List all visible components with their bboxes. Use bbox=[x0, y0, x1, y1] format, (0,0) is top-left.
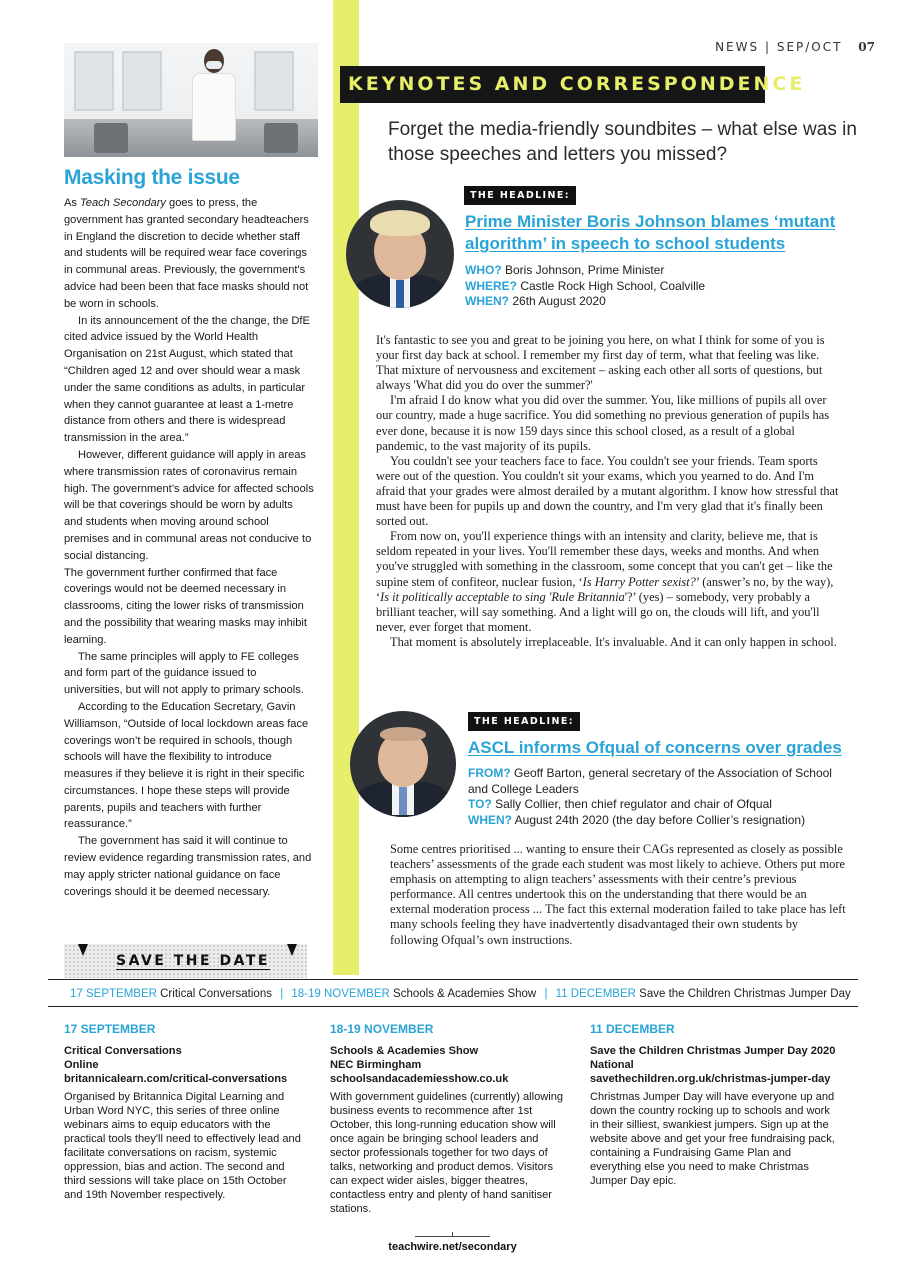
event-critical-conversations bbox=[64, 1022, 304, 1202]
event-schools-academies-show bbox=[330, 1022, 568, 1216]
section-intro: Forget the media-friendly soundbites – what else was in those speeches and letters you missed? bbox=[388, 119, 857, 165]
triangle-marker-icon bbox=[287, 944, 297, 956]
boris-johnson-portrait bbox=[346, 200, 454, 308]
photo-chair bbox=[264, 123, 298, 153]
story2-from: FROM? Geoff Barton, general secretary of the Association of School and College Leaders bbox=[468, 766, 832, 796]
photo-window bbox=[122, 51, 162, 111]
story1-where: WHERE? Castle Rock High School, Coalville bbox=[465, 278, 706, 293]
photo-chair bbox=[94, 123, 128, 153]
speech-paragraph: It's fantastic to see you and great to be joining you here, on what I think for some of you is your first day back at school. I remember my first day of term, what that feeling was like. That mixture of nervousness and excitement – asking each other all sorts of questions, but always 'What did you do over the summer?' bbox=[376, 333, 825, 393]
left-paragraph: The same principles will apply to FE colleges and form part of the guidance issued to universities, but will not apply to primary schools. bbox=[64, 650, 304, 697]
header-section: NEWS bbox=[715, 40, 760, 54]
speech-paragraph: You couldn't see your teachers face to face. You couldn't see your friends. Team sports were out of the question. You couldn't sit your exams, which you yearned to do. And I'm afraid that your grades were almost derailed by a mutant algorithm. I know how stressful that must have been for pupils up and down the country, and I'm very glad that it's finally been sorted out. bbox=[376, 453, 839, 529]
strip-separator: | bbox=[544, 988, 548, 1000]
strip-event: Schools & Academies Show bbox=[393, 988, 537, 1000]
strip-separator: | bbox=[280, 988, 284, 1000]
event-christmas-jumper-day bbox=[590, 1022, 840, 1188]
left-paragraph: However, different guidance will apply in areas where transmission rates of coronavirus remain high. The government’s advice for affected schools will be that coverings should be worn by adults and students when moving around school premises and in communal areas not conducive to social distancing. bbox=[64, 448, 314, 562]
event-description: With government guidelines (currently) allowing business events to recommence after 1st October, this long-running education show will once again be bringing school leaders and sector professionals together for two days of talks, networking and product demos. Visitors can expect wider aisles, bigger theatres, contactless entry and plenty of hand sanitiser stations. bbox=[330, 1091, 564, 1215]
event-name: Schools & Academies Show bbox=[330, 1045, 479, 1057]
event-description: Organised by Britannica Digital Learning and Urban Word NYC, this series of three online webinars aims to equip educators with the practical tools they'll need to effectively lead and facilitate conversations on racism, systemic oppression, bias and action. The second and third sessions will take place on 15th October and 19th November respectively. bbox=[64, 1091, 301, 1201]
footer-tick bbox=[452, 1232, 453, 1237]
left-paragraph: As Teach Secondary goes to press, the government has granted secondary headteachers in England the discretion to decide whether staff and students will be required wear face coverings in communal areas. Previously, the government's advice had been been that face masks should not be worn in schools. bbox=[64, 197, 309, 310]
page-number: 07 bbox=[858, 40, 875, 54]
event-name: Critical Conversations bbox=[64, 1045, 182, 1057]
story2-letter bbox=[390, 842, 848, 948]
header-issue: SEP/OCT bbox=[776, 40, 843, 54]
events-strip bbox=[70, 988, 851, 1000]
story1-meta bbox=[465, 263, 855, 310]
speech-paragraph: From now on, you'll experience things with an intensity and clarity, believe me, that is seldom repeated in your lives. You'll remember these days, weeks and months. And when you've struggled with something in the classroom, some concept that you can't get – like the supine stem of confiteor, nuclear fusion, ‘Is Harry Potter sexist?’ (answer’s no, by the way), ‘Is it politically acceptable to sing 'Rule Britannia'?’ (yes) – somebody, very probably a brilliant teacher, will say something. And a light will go on, the clouds will lift, and you'll never, ever forget that moment. bbox=[376, 529, 834, 634]
event-url[interactable]: britannicalearn.com/critical-conversations bbox=[64, 1073, 288, 1085]
save-the-date-banner bbox=[64, 944, 307, 978]
photo-masked-teacher bbox=[184, 49, 240, 145]
footer-url[interactable]: teachwire.net/secondary bbox=[388, 1241, 517, 1253]
left-paragraph: The government further confirmed that face coverings would not be deemed necessary in classrooms, citing the lower risks of transmission and the possibility that wearing masks may inhibit learning. bbox=[64, 566, 307, 646]
event-description: Christmas Jumper Day will have everyone up and down the country rocking up to schools and work in their silliest, swankiest jumpers. Sign up at the website above and get your free fundraising pack, containing a Fundraising Game Plan and everything else you need to make Christmas Jumper Day epic. bbox=[590, 1091, 835, 1187]
strip-event: Save the Children Christmas Jumper Day bbox=[639, 988, 851, 1000]
speech-paragraph: I'm afraid I do know what you did over the summer. You, like millions of pupils all over our country, made a huge sacrifice. You did something no previous generation of pupils has ever done, because it is now 159 days since this school closed, as a result of a global pandemic, to the vast majority of its pupils. bbox=[376, 393, 830, 453]
event-date: 17 SEPTEMBER bbox=[64, 1022, 156, 1036]
headline-tag: THE HEADLINE: bbox=[464, 186, 576, 205]
divider-top bbox=[48, 979, 858, 980]
strip-date: 11 DECEMBER bbox=[555, 988, 636, 1000]
photo-window bbox=[254, 51, 294, 111]
left-article-title: Masking the issue bbox=[64, 166, 240, 189]
story1-speech bbox=[376, 333, 844, 650]
headline-tag: THE HEADLINE: bbox=[468, 712, 580, 731]
left-paragraph: In its announcement of the the change, the DfE cited advice issued by the World Health Organisation on 21st August, which stated that “Children aged 12 and over should wear a mask under the same conditions as adults, in particular when they cannot guarantee at least a 1-metre distance from others and there is widespread transmission in the area.” bbox=[64, 314, 310, 445]
event-place: NEC Birmingham bbox=[330, 1059, 422, 1071]
geoff-barton-portrait bbox=[350, 711, 456, 817]
left-paragraph: According to the Education Secretary, Gavin Williamson, “Outside of local lockdown areas face coverings won’t be required in schools, though schools will have the flexibility to introduce measures if they believe it is right in their specific circumstances. I hope these steps will provide parents, pupils and teachers with further reassurance.” bbox=[64, 700, 309, 831]
story2-meta bbox=[468, 766, 848, 828]
story2-title[interactable]: ASCL informs Ofqual of concerns over grades bbox=[468, 738, 842, 757]
speech-paragraph: That moment is absolutely irreplaceable. It's invaluable. And it can only happen in school. bbox=[390, 634, 837, 649]
event-place: Online bbox=[64, 1059, 99, 1071]
event-date: 18-19 NOVEMBER bbox=[330, 1022, 434, 1036]
left-paragraph: The government has said it will continue to review evidence regarding transmission rates, and may apply stricter national guidance on face coverings should it be deemed necessary. bbox=[64, 835, 312, 898]
section-banner: KEYNOTES AND CORRESPONDENCE bbox=[340, 66, 765, 103]
strip-date: 18-19 NOVEMBER bbox=[291, 988, 390, 1000]
event-date: 11 DECEMBER bbox=[590, 1022, 675, 1036]
letter-paragraph: Some centres prioritised ... wanting to ensure their CAGs represented as closely as possible teachers’ assessments of the grade each student was most likely to achieve. Others put more emphasis on attempting to align teachers’ assessments with their centre’s previous performance. All centres undertook this on the understanding that there would be an external moderation process ... The fact this external moderation failed to take place has left many schools feeling they have inadvertently disadvantaged their own students by following Ofqual’s own instructions. bbox=[390, 842, 846, 947]
event-name: Save the Children Christmas Jumper Day 2020 bbox=[590, 1045, 836, 1057]
event-url[interactable]: savethechildren.org.uk/christmas-jumper-day bbox=[590, 1073, 831, 1085]
yellow-accent-bar bbox=[333, 0, 359, 975]
event-url[interactable]: schoolsandacademiesshow.co.uk bbox=[330, 1073, 509, 1085]
divider-bottom bbox=[48, 1006, 858, 1007]
story2-to: TO? Sally Collier, then chief regulator and chair of Ofqual bbox=[468, 797, 772, 811]
story1-who: WHO? Boris Johnson, Prime Minister bbox=[465, 263, 665, 277]
strip-date: 17 SEPTEMBER bbox=[70, 988, 157, 1000]
classroom-photo bbox=[64, 43, 318, 157]
left-article-body bbox=[64, 195, 314, 900]
save-the-date-label: SAVE THE DATE bbox=[116, 953, 270, 969]
strip-event: Critical Conversations bbox=[160, 988, 272, 1000]
triangle-marker-icon bbox=[78, 944, 88, 956]
story1-when: WHEN? 26th August 2020 bbox=[465, 294, 606, 308]
story2-when: WHEN? August 24th 2020 (the day before Collier’s resignation) bbox=[468, 812, 806, 827]
event-place: National bbox=[590, 1059, 634, 1071]
photo-window bbox=[74, 51, 114, 111]
header-separator: | bbox=[764, 40, 771, 54]
story1-title[interactable]: Prime Minister Boris Johnson blames ‘mutant algorithm’ in speech to school students bbox=[465, 212, 836, 253]
page-header bbox=[715, 40, 875, 54]
